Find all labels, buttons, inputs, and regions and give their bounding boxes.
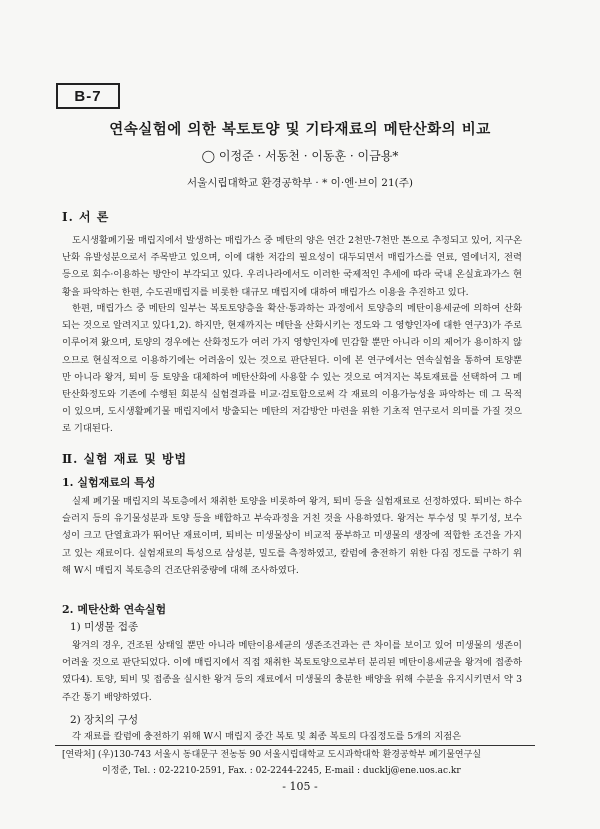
paper-title: 연속실험에 의한 복토토양 및 기타재료의 메탄산화의 비교: [109, 121, 491, 138]
apparatus-paragraph: 각 재료를 칼럼에 충전하기 위해 W시 매립지 중간 복토 및 최종 복토의 다짐정도를 5개의 지점은: [72, 731, 462, 742]
page-number: - 105 -: [282, 780, 318, 793]
subsubsection-heading-inoculation: 1) 미생물 접종: [70, 621, 139, 633]
intro-paragraph-1: 도시생활폐기물 매립지에서 발생하는 매립가스 중 메탄의 양은 연간 2천만-7천만 톤으로 추정되고 있어, 지구온난화 유발성분으로서 주목받고 있으며, 이에 대한 저감의 필요성이 대두되면서 매립가스를 연료, 열에너지, 전력 등으로 회수·이용하는 방안이 부각되고 있다. 우리나라에서도 이러한 국제적인 추세에 따라 국내 온실효과가스 현황을 파악하는 한편, 수도권매립지를 비롯한 대규모 매립지에 대하여 매립가스 이용을 추진하고 있다.: [62, 235, 522, 298]
materials-paragraph: 실제 폐기물 매립지의 복토층에서 채취한 토양을 비롯하여 왕겨, 퇴비 등을 실험재료로 선정하였다. 퇴비는 하수슬러지 등의 유기물성분과 토양 등을 배합하고 부숙과정을 거친 것을 사용하였다. 왕겨는 투수성 및 투기성, 보수성이 크고 단열효과가 뛰어난 재료이며, 퇴비는 미생물상이 비교적 풍부하고 미생물의 생장에 적합한 조건을 가지고 있는 재료이다. 실험재료의 특성으로 삼성분, 밀도를 측정하였고, 칼럼에 충전하기 위한 다짐 정도를 구하기 위해 W시 매립지 복토층의 건조단위중량에 대해 조사하였다.: [62, 496, 522, 576]
intro-paragraph-2: 한편, 매립가스 중 메탄의 일부는 복토토양층을 확산·통과하는 과정에서 토양층의 메탄이용세균에 의하여 산화되는 것으로 알려지고 있다1,2). 하지만, 현재까지는 메탄을 산화시키는 정도와 그 영향인자에 대한 연구3)가 주로 이루어져 왔으며, 토양의 경우에는 산화정도가 여러 가지 영향인자에 민감할 뿐만 아니라 이의 제어가 용이하지 않으므로 현실적으로 이용하기에는 어려움이 있는 것으로 판단된다. 이에 본 연구에서는 연속실험을 통하여 토양뿐만 아니라 왕겨, 퇴비 등 토양을 대체하여 메탄산화에 사용할 수 있는 것으로 여겨지는 복토재료를 선택하여 그 메탄산화정도와 기존에 수행된 회분식 실험결과를 비교·검토함으로써 각 재료의 이용가능성을 파악하는 데 그 목적이 있으며, 도시생활폐기물 매립지에서 방출되는 메탄의 저감방안 마련을 위한 기초적 연구로서 의미를 가질 것으로 기대된다.: [62, 303, 522, 435]
author-list: ◯ 이정준 · 서동천 · 이동훈 · 이금용*: [201, 149, 399, 163]
subsection-heading-continuous: 2. 메탄산화 연속실험: [62, 603, 167, 616]
contact-address: [연락처] (우)130-743 서울시 동대문구 전농동 90 서울시립대학교 도시과학대학 환경공학부 폐기물연구실: [62, 750, 482, 760]
subsection-heading-materials: 1. 실험재료의 특성: [62, 476, 156, 489]
section-heading-methods: Ⅱ. 실험 재료 및 방법: [62, 452, 188, 466]
footer-divider: [55, 745, 535, 746]
contact-info: [62, 747, 532, 779]
subsubsection-heading-apparatus: 2) 장치의 구성: [70, 714, 139, 726]
session-badge: B-7: [56, 83, 120, 109]
affiliation: 서울시립대학교 환경공학부 · * 이·엔·브이 21(주): [187, 177, 413, 189]
inoculation-paragraph: 왕겨의 경우, 건조된 상태일 뿐만 아니라 메탄이용세균의 생존조건과는 큰 차이를 보이고 있어 미생물의 생존이 어려울 것으로 판단되었다. 이에 매립지에서 직접 채취한 복토토양으로부터 분리된 메탄이용세균을 왕겨에 접종하였다4). 토양, 퇴비 및 접종을 실시한 왕겨 등의 재료에서 미생물의 충분한 배양을 위해 수분을 유지시키면서 약 3주간 통기 배양하였다.: [62, 640, 522, 703]
section-heading-intro: Ⅰ. 서 론: [62, 210, 110, 224]
contact-phone-email: 이정준, Tel. : 02-2210-2591, Fax. : 02-2244-2245, E-mail : ducklj@ene.uos.ac.kr: [102, 766, 461, 776]
